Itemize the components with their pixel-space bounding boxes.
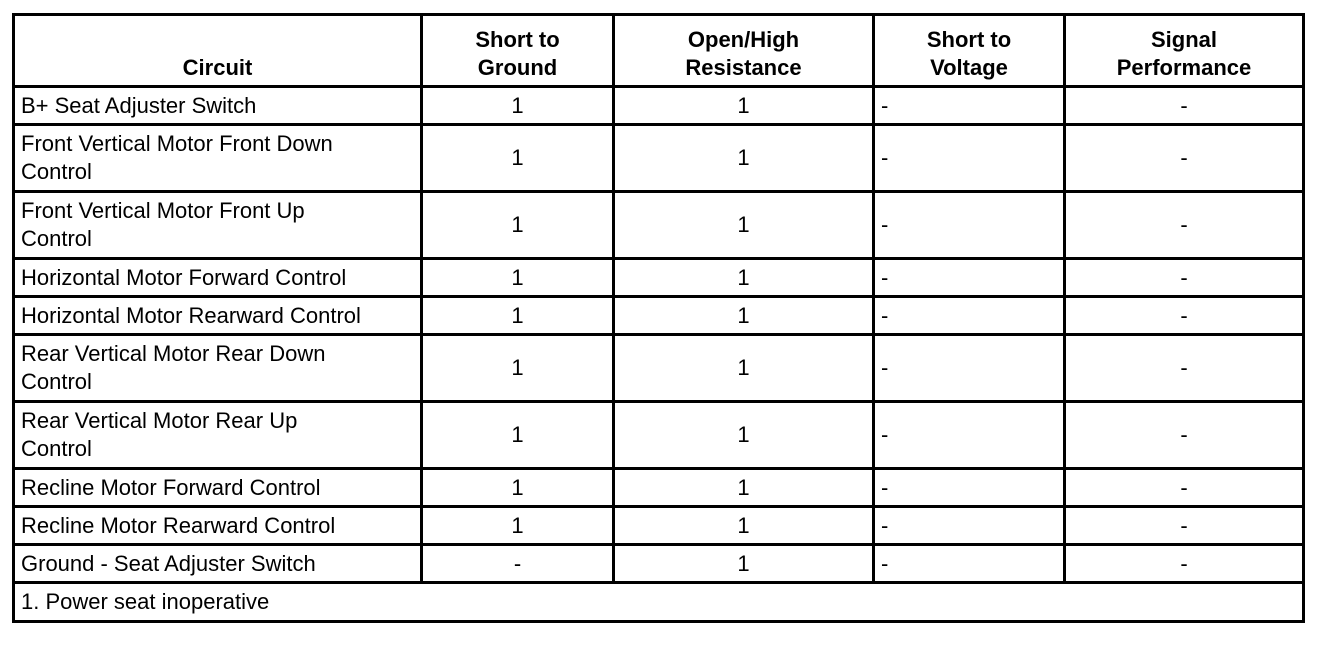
column-header-open-high-resistance bbox=[614, 15, 874, 87]
column-header-short-to-voltage bbox=[874, 15, 1065, 87]
open-high-resistance-cell: 1 bbox=[614, 545, 874, 583]
table-row bbox=[14, 87, 1304, 125]
column-header-circuit bbox=[14, 15, 422, 87]
header-row bbox=[14, 15, 1304, 87]
header-line: Circuit bbox=[182, 55, 253, 80]
short-to-ground-cell: 1 bbox=[422, 192, 614, 259]
open-high-resistance-cell: 1 bbox=[614, 469, 874, 507]
table-row bbox=[14, 125, 1304, 192]
signal-performance-cell: - bbox=[1065, 297, 1304, 335]
short-to-ground-cell: 1 bbox=[422, 402, 614, 469]
signal-performance-cell: - bbox=[1065, 545, 1304, 583]
footnote-row bbox=[14, 583, 1304, 622]
short-to-voltage-cell: - bbox=[874, 297, 1065, 335]
circuit-cell bbox=[14, 469, 422, 507]
signal-performance-cell: - bbox=[1065, 125, 1304, 192]
circuit-cell bbox=[14, 335, 422, 402]
footnote: 1. Power seat inoperative bbox=[14, 583, 1304, 622]
short-to-ground-cell: - bbox=[422, 545, 614, 583]
short-to-voltage-cell: - bbox=[874, 192, 1065, 259]
circuit-cell bbox=[14, 125, 422, 192]
short-to-ground-cell: 1 bbox=[422, 87, 614, 125]
circuit-cell bbox=[14, 259, 422, 297]
circuit-line: Control bbox=[21, 436, 92, 461]
short-to-ground-cell: 1 bbox=[422, 297, 614, 335]
signal-performance-cell: - bbox=[1065, 469, 1304, 507]
table-row bbox=[14, 259, 1304, 297]
circuit-line: Front Vertical Motor Front Up bbox=[21, 198, 305, 223]
diagnostic-table bbox=[12, 13, 1305, 623]
header-line: Ground bbox=[477, 55, 558, 80]
table-row bbox=[14, 402, 1304, 469]
signal-performance-cell: - bbox=[1065, 87, 1304, 125]
signal-performance-cell: - bbox=[1065, 192, 1304, 259]
header-line: Signal bbox=[1150, 27, 1217, 52]
circuit-line: Recline Motor Forward Control bbox=[21, 474, 321, 500]
table-row bbox=[14, 192, 1304, 259]
signal-performance-cell: - bbox=[1065, 507, 1304, 545]
circuit-cell bbox=[14, 402, 422, 469]
header-line: Resistance bbox=[685, 55, 802, 80]
table-row bbox=[14, 545, 1304, 583]
signal-performance-cell: - bbox=[1065, 259, 1304, 297]
header-line: Voltage bbox=[930, 55, 1008, 80]
table-row bbox=[14, 297, 1304, 335]
circuit-line: Rear Vertical Motor Rear Up bbox=[21, 408, 298, 433]
header-line: Short to bbox=[475, 27, 560, 52]
circuit-line: Front Vertical Motor Front Down bbox=[21, 131, 333, 156]
circuit-cell bbox=[14, 545, 422, 583]
circuit-line: Horizontal Motor Forward Control bbox=[21, 264, 347, 290]
signal-performance-cell: - bbox=[1065, 335, 1304, 402]
short-to-ground-cell: 1 bbox=[422, 469, 614, 507]
circuit-line: Ground - Seat Adjuster Switch bbox=[21, 550, 316, 576]
table-row bbox=[14, 469, 1304, 507]
short-to-voltage-cell: - bbox=[874, 87, 1065, 125]
short-to-voltage-cell: - bbox=[874, 507, 1065, 545]
circuit-line: Control bbox=[21, 159, 92, 184]
open-high-resistance-cell: 1 bbox=[614, 402, 874, 469]
header-line: Performance bbox=[1116, 55, 1252, 80]
circuit-line: Recline Motor Rearward Control bbox=[21, 512, 336, 538]
header-line: Open/High bbox=[687, 27, 800, 52]
table-row bbox=[14, 507, 1304, 545]
open-high-resistance-cell: 1 bbox=[614, 87, 874, 125]
open-high-resistance-cell: 1 bbox=[614, 259, 874, 297]
short-to-voltage-cell: - bbox=[874, 402, 1065, 469]
short-to-ground-cell: 1 bbox=[422, 259, 614, 297]
open-high-resistance-cell: 1 bbox=[614, 335, 874, 402]
column-header-short-to-ground bbox=[422, 15, 614, 87]
signal-performance-cell: - bbox=[1065, 402, 1304, 469]
circuit-line: Horizontal Motor Rearward Control bbox=[21, 302, 361, 328]
short-to-ground-cell: 1 bbox=[422, 125, 614, 192]
column-header-signal-performance bbox=[1065, 15, 1304, 87]
circuit-line: Control bbox=[21, 226, 92, 251]
circuit-line: B+ Seat Adjuster Switch bbox=[21, 92, 257, 118]
short-to-voltage-cell: - bbox=[874, 545, 1065, 583]
table-row bbox=[14, 335, 1304, 402]
circuit-line: Rear Vertical Motor Rear Down bbox=[21, 341, 326, 366]
circuit-cell bbox=[14, 192, 422, 259]
circuit-cell bbox=[14, 87, 422, 125]
open-high-resistance-cell: 1 bbox=[614, 192, 874, 259]
short-to-ground-cell: 1 bbox=[422, 507, 614, 545]
header-line: Short to bbox=[926, 27, 1012, 52]
open-high-resistance-cell: 1 bbox=[614, 125, 874, 192]
circuit-line: Control bbox=[21, 369, 92, 394]
open-high-resistance-cell: 1 bbox=[614, 507, 874, 545]
open-high-resistance-cell: 1 bbox=[614, 297, 874, 335]
circuit-cell bbox=[14, 507, 422, 545]
short-to-voltage-cell: - bbox=[874, 335, 1065, 402]
short-to-voltage-cell: - bbox=[874, 469, 1065, 507]
short-to-voltage-cell: - bbox=[874, 259, 1065, 297]
short-to-ground-cell: 1 bbox=[422, 335, 614, 402]
short-to-voltage-cell: - bbox=[874, 125, 1065, 192]
circuit-cell bbox=[14, 297, 422, 335]
